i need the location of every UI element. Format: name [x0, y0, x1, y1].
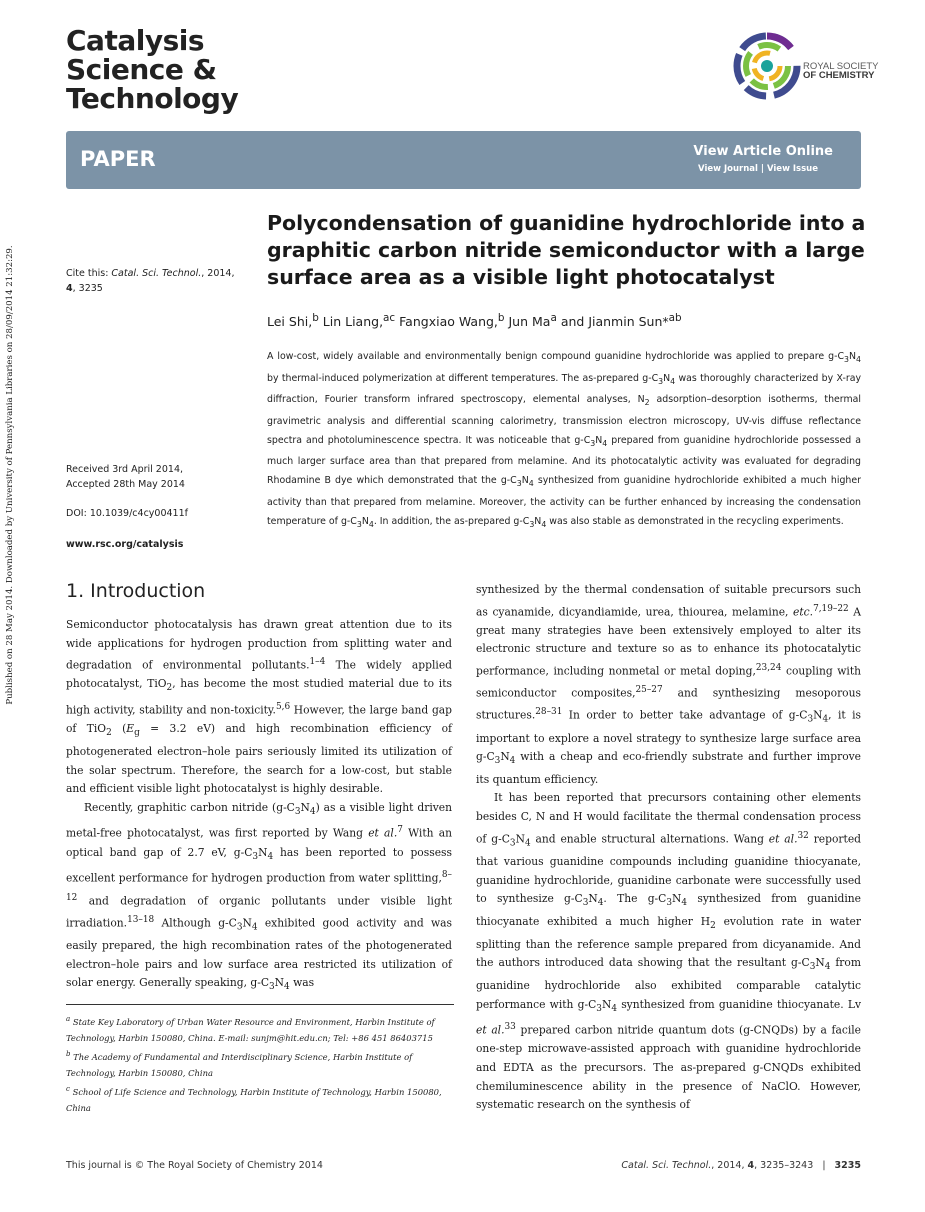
text-run: A low-cost, widely available and environmentally benign compound guanidine hydrochloride was applied to prepare	[267, 351, 829, 362]
body-column-right	[476, 581, 861, 1115]
author-affiliation-mark: ac	[383, 312, 396, 324]
text-run: was thoroughly characterized by X-ray diffraction, Fourier transform infrared spectroscopy, elemental analyses, N	[267, 372, 861, 406]
paragraph	[66, 616, 452, 799]
citation-superscript: 5,6	[275, 702, 291, 713]
subscript: 2	[106, 728, 112, 739]
footnote	[66, 1046, 454, 1081]
text-run: N	[521, 475, 529, 487]
author-name: Lin Liang,	[322, 314, 384, 330]
italic-text: etc.	[793, 605, 814, 619]
accepted-date: Accepted 28th May 2014	[66, 479, 185, 490]
italic-text: et al.	[768, 832, 798, 846]
text-run: g-C	[500, 475, 517, 487]
text-run: g-C	[642, 372, 659, 384]
journal-name-line3: Technology	[66, 82, 239, 115]
text-run: synthesized from guanidine thiocyanate exhibited a much higher H	[476, 892, 861, 928]
subscript: 3	[809, 962, 816, 973]
footer-separator: |	[822, 1160, 826, 1171]
rsc-logo-line1: ROYAL SOCIETY	[803, 61, 879, 72]
abstract	[267, 348, 861, 534]
copyright-notice: This journal is © The Royal Society of Chemistry 2014	[66, 1160, 323, 1171]
text-run: N	[300, 800, 310, 814]
subscript: 4	[309, 806, 316, 817]
subscript: 2	[710, 921, 716, 932]
text-run: N	[500, 750, 510, 764]
subscript: 2	[166, 683, 173, 694]
subscript: 3	[807, 714, 814, 725]
text-run: g-C	[513, 515, 530, 527]
author-name: Jun Ma	[508, 314, 551, 330]
text-run: prepared from guanidine hydrochloride possessed a much larger surface area than that prepared from melamine. And its photocatalytic activity was evaluated for degrading Rhodamine B dye which demonstrated that the	[267, 434, 861, 487]
footnote-text: State Key Laboratory of Urban Water Resource and Environment, Harbin Institute of Technology, Harbin 150080, China. E-mail: sunjm@hit.edu.cn; Tel: +86 451 86403715	[66, 1016, 435, 1043]
subscript: 4	[251, 922, 258, 933]
text-run: synthesized by the thermal condensation of suitable precursors such as cyanamide, dicyandiamide, urea, thiourea, melamine,	[476, 583, 861, 619]
subscript: 4	[602, 438, 608, 448]
footnote	[66, 1081, 454, 1116]
subscript: 4	[284, 982, 290, 993]
text-run: synthesized from guanidine thiocyanate. Lv	[616, 997, 861, 1011]
text-run: with a cheap and eco-friendly substrate and further improve its quantum efficiency.	[476, 750, 861, 786]
subscript: 3	[590, 438, 596, 448]
author-name: and Jianmin Sun*	[560, 314, 669, 330]
affiliation-footnotes	[66, 1011, 454, 1117]
author-list	[267, 312, 682, 329]
subscript: 2	[644, 398, 650, 408]
text-run: , has become the most studied material due to its high activity, stability and non-toxicity.	[66, 677, 452, 717]
footer-journal: Catal. Sci. Technol.	[621, 1160, 712, 1171]
text-run: from guanidine hydrochloride also exhibited comparable catalytic performance with g-C	[476, 956, 861, 1011]
article-type-label: PAPER	[80, 147, 156, 171]
text-run: (	[111, 722, 127, 736]
text-run: by thermal-induced polymerization at different temperatures. The as-prepared	[267, 372, 643, 384]
text-run: has been reported to possess excellent performance for hydrogen production from water splitting,	[66, 845, 452, 885]
text-run: N	[601, 997, 612, 1011]
subscript: 3	[252, 851, 259, 862]
rsc-ring-icon	[737, 36, 797, 96]
footer-pages: , 3235–3243	[754, 1160, 814, 1171]
footer-volume: 4	[747, 1160, 755, 1171]
footnote-mark: b	[66, 1050, 71, 1059]
text-run: N	[242, 916, 252, 930]
paragraph	[476, 789, 861, 1114]
cite-year: , 2014,	[201, 268, 235, 279]
banner-links	[698, 164, 818, 174]
subscript: 4	[856, 354, 861, 364]
banner-link-separator: |	[760, 164, 767, 174]
download-side-note	[2, 205, 18, 745]
text-run: N	[663, 372, 671, 384]
text-run: , it is important to explore a novel strategy to synthesize large surface area g-C	[476, 708, 861, 764]
subscript: 4	[597, 898, 604, 909]
subscript: 3	[582, 898, 589, 909]
text-run: . The g-C	[603, 892, 667, 906]
cite-this	[66, 266, 251, 296]
paragraph	[476, 581, 861, 789]
text-run: N	[361, 515, 369, 527]
subscript: 4	[541, 519, 547, 529]
subscript: 3	[356, 519, 362, 529]
subscript: 3	[844, 354, 849, 364]
text-run: synthesized from guanidine hydrochloride exhibited a much higher activity than that prepared from melamine. Moreover, the activity can be further enhanced by increasing the condensation temperature of	[267, 475, 861, 527]
subscript: 4	[822, 714, 829, 725]
text-run: was also stable as demonstrated in the recycling experiments.	[546, 515, 844, 527]
italic-text: et al.	[476, 1023, 505, 1037]
text-run: exhibited good activity and was easily prepared, the high recombination rates of the photogenerated electron–hole pairs and low surface area restricted its utilization of solar energy. Generally speaking, g-C	[66, 916, 453, 990]
footnote-text: School of Life Science and Technology, Harbin Institute of Technology, Harbin 150080, China	[66, 1087, 442, 1114]
subscript: 3	[494, 756, 501, 767]
text-run: N	[672, 892, 682, 906]
received-date: Received 3rd April 2014,	[66, 464, 184, 475]
citation-superscript: 13–18	[127, 914, 155, 925]
section-heading-introduction: 1. Introduction	[66, 580, 206, 602]
subscript: 3	[236, 922, 243, 933]
doi[interactable]: DOI: 10.1039/c4cy00411f	[66, 508, 188, 519]
author-name: Lei Shi,	[267, 314, 313, 330]
subscript: 3	[666, 898, 673, 909]
cite-page: , 3235	[72, 283, 103, 294]
text-run: N	[815, 956, 825, 970]
journal-name-line2: Science &	[66, 53, 217, 86]
text-run: However, the large band gap of TiO	[66, 703, 452, 736]
rsc-logo[interactable]	[733, 24, 879, 108]
subscript: 4	[368, 519, 374, 529]
text-run: With an optical band gap of 2.7 eV, g-C	[66, 827, 452, 859]
text-run: coupling with semiconductor composites,	[476, 664, 861, 700]
journal-website-link[interactable]: www.rsc.org/catalysis	[66, 539, 184, 550]
citation-superscript: 32	[797, 830, 809, 841]
body-column-left	[66, 616, 452, 997]
text-run: g-C	[828, 351, 845, 362]
view-issue-link[interactable]: View Issue	[766, 164, 818, 174]
footnote-mark: c	[66, 1085, 70, 1094]
received-dates	[66, 462, 185, 492]
journal-name-line1: Catalysis	[66, 24, 205, 57]
text-run: ) as a visible light driven metal-free photocatalyst, was first reported by Wang	[66, 800, 452, 841]
text-run: N	[274, 976, 285, 990]
text-run: . In addition, the as-prepared	[373, 515, 514, 527]
author-name: Fangxiao Wang,	[399, 314, 498, 330]
subscript: 4	[267, 851, 274, 862]
subscript: 3	[294, 806, 301, 817]
text-run: prepared carbon nitride quantum dots (g-CNQDs) by a facile one-step microwave-assisted approach with guanidine hydrochloride and EDTA as the precursors. The as-prepared g-CNQDs exhibited chemiluminescence ability in the presence of NaClO. However, systematic research on the synthesis of	[476, 1023, 861, 1112]
footnote-divider	[66, 1004, 454, 1005]
paragraph	[66, 799, 452, 997]
text-run: Semiconductor photocatalysis has drawn great attention due to its wide applications for hydrogen production from splitting water and degradation of environmental pollutants.	[66, 618, 452, 672]
text-run: The widely applied photocatalyst, TiO	[66, 658, 452, 691]
view-journal-link[interactable]: View Journal	[698, 164, 758, 174]
citation-superscript: 25–27	[635, 685, 663, 696]
citation-superscript: 1–4	[309, 657, 326, 668]
subscript: 4	[524, 838, 531, 849]
author-affiliation-mark: b	[312, 312, 319, 324]
text-run: reported that various guanidine compounds including guanidine thiocyanate, guanidine hydrochloride, guanidine carbonate were successfully used to synthesize g-C	[476, 832, 861, 906]
text-run: N	[534, 515, 542, 527]
subscript: 3	[529, 519, 535, 529]
cite-volume: 4	[66, 283, 73, 294]
subscript: 3	[596, 1003, 602, 1014]
rsc-logo-line2: OF CHEMISTRY	[803, 70, 875, 81]
text-run: and enable structural alternations. Wang	[530, 832, 769, 846]
citation-superscript: 23,24	[755, 662, 782, 673]
text-run: N	[258, 845, 268, 859]
subscript: 3	[269, 982, 275, 993]
author-affiliation-mark: ab	[668, 312, 682, 324]
text-run: N	[595, 434, 603, 446]
citation-superscript: 7,19–22	[813, 603, 849, 614]
subscript: g	[134, 728, 140, 739]
subscript: 4	[528, 479, 534, 489]
text-run: g-C	[574, 434, 591, 446]
text-run: N	[588, 892, 598, 906]
text-run: = 3.2 eV) and high recombination efficiency of photogenerated electron–hole pairs seriously limited its utilization of the solar spectrum. Therefore, the search for a low-cost, but stable and efficient visible light photocatalyst is highly desirable.	[66, 722, 452, 796]
citation-superscript: 28–31	[535, 707, 563, 718]
author-affiliation-mark: a	[550, 312, 557, 324]
text-run: E	[126, 722, 135, 736]
citation-superscript: 33	[504, 1022, 516, 1033]
text-run: Recently, graphitic carbon nitride (g-C	[84, 800, 295, 814]
download-note-text: Published on 28 May 2014. Downloaded by University of Pennsylvania Libraries on 28/09/2014 21:32:29.	[5, 245, 15, 705]
subscript: 4	[670, 376, 676, 386]
subscript: 3	[516, 479, 522, 489]
text-run: In order to better take advantage of g-C	[562, 708, 808, 722]
text-run: A great many strategies have been extensively employed to alter its electronic structure and texture so as to enhance its photocatalytic performance, including nonmetal or metal doping,	[476, 605, 861, 678]
text-run: g-C	[340, 515, 357, 527]
text-run: Although g-C	[154, 916, 237, 930]
subscript: 3	[509, 838, 516, 849]
text-run: adsorption–desorption isotherms, thermal gravimetric analysis and differential scanning calorimetry, transmission electron microscopy, UV-vis diffuse reflectance spectra and photoluminescence spectra. It was noticeable that	[267, 394, 861, 446]
footnote-text: The Academy of Fundamental and Interdisciplinary Science, Harbin Institute of Technology, Harbin 150080, China	[66, 1052, 413, 1079]
subscript: 4	[611, 1003, 617, 1014]
subscript: 4	[824, 962, 831, 973]
italic-text: et al.	[368, 827, 398, 841]
footnote-mark: a	[66, 1015, 71, 1023]
journal-name[interactable]	[66, 26, 238, 113]
author-affiliation-mark: b	[497, 312, 505, 324]
cite-journal: Catal. Sci. Technol.	[111, 268, 202, 279]
subscript: 3	[658, 376, 664, 386]
citation-superscript: 8–12	[66, 870, 452, 903]
cite-prefix: Cite this:	[66, 268, 112, 279]
footer-year: , 2014,	[711, 1160, 748, 1171]
text-run: It has been reported that precursors containing other elements besides C, N and H would facilitate the thermal condensation process of g-C	[476, 791, 861, 846]
text-run: N	[813, 708, 823, 722]
view-article-online-link[interactable]: View Article Online	[693, 144, 833, 159]
footnote	[66, 1011, 454, 1046]
text-run: N	[515, 832, 525, 846]
article-type-banner	[66, 131, 861, 189]
page-number: 3235	[834, 1160, 861, 1171]
text-run: N	[849, 351, 857, 362]
text-run: evolution rate in water splitting than the reference sample prepared from dicyanamide. And the authors introduced data showing that the resultant g-C	[476, 914, 861, 970]
subscript: 4	[509, 756, 516, 767]
article-title: Polycondensation of guanidine hydrochloride into a graphitic carbon nitride semiconductor with a large surface area as a visible light photocatalyst	[267, 211, 866, 289]
citation-superscript: 7	[397, 825, 403, 836]
subscript: 4	[681, 898, 688, 909]
text-run: was	[289, 976, 315, 990]
page-footer-citation	[621, 1160, 861, 1171]
text-run: and degradation of organic pollutants under visible light irradiation.	[66, 894, 452, 930]
text-run: and synthesizing mesoporous structures.	[476, 686, 861, 722]
